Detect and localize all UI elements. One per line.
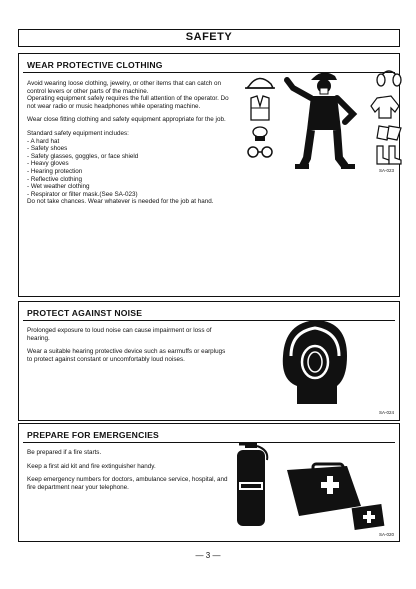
hearing-protection-illustration: [277, 316, 349, 406]
vest-icon: [251, 96, 269, 120]
respirator-icon: [253, 127, 267, 141]
paragraph: Standard safety equipment includes:: [27, 129, 129, 137]
list-item: - A hard hat: [27, 137, 60, 145]
hard-hat-icon: [245, 78, 275, 88]
paragraph: Wear close fitting clothing and safety equipment appropriate for the job.: [27, 116, 226, 124]
paragraph: Operating equipment safely requires the full attention of the operator. Do not wear radio or music headphones while operating machine.: [27, 95, 229, 110]
page-title: SAFETY: [18, 29, 400, 47]
paragraph: Wear a suitable hearing protective device such as earmuffs or earplugs to protect against constant or uncomfortably loud noises.: [27, 348, 226, 363]
paragraph: Keep a first aid kit and fire extinguisher handy.: [27, 462, 156, 470]
figure-code: SA-020: [378, 532, 394, 537]
section-emergencies: [18, 423, 400, 542]
page-number: — 3 —: [195, 551, 221, 560]
paragraph: Prolonged exposure to loud noise can cause impairment or loss of hearing.: [27, 327, 212, 342]
figure-code: SA-023: [378, 168, 394, 173]
fire-extinguisher-icon: [237, 442, 267, 526]
gloves-icon: [377, 126, 401, 140]
rain-jacket-icon: [371, 96, 399, 118]
section-protective-clothing: [18, 53, 400, 297]
safety-boots-icon: [377, 146, 401, 164]
paragraph: Keep emergency numbers for doctors, ambulance service, hospital, and fire department near your telephone.: [27, 476, 228, 491]
section-title: WEAR PROTECTIVE CLOTHING: [27, 60, 163, 70]
paragraph: Do not take chances. Wear whatever is needed for the job at hand.: [27, 198, 214, 206]
section-title: PROTECT AGAINST NOISE: [27, 308, 143, 318]
emergency-equipment-illustration: [227, 436, 387, 531]
list-item: - Hearing protection: [27, 167, 83, 175]
earmuffs-icon: [377, 71, 401, 86]
list-item: - Respirator or filter mask.(See SA-023): [27, 190, 138, 198]
first-aid-kit-large-icon: [287, 464, 361, 516]
section-body: [27, 449, 232, 497]
section-title: PREPARE FOR EMERGENCIES: [27, 430, 159, 440]
list-item: - Safety glasses, goggles, or face shield: [27, 152, 139, 160]
section-noise: [18, 301, 400, 421]
figure-code: SA-024: [378, 410, 394, 415]
head-with-earmuffs-icon: [283, 320, 347, 404]
goggles-icon: [248, 147, 272, 157]
section-body: [27, 80, 232, 212]
protective-clothing-illustration: [241, 66, 401, 176]
list-item: - Heavy gloves: [27, 160, 69, 168]
paragraph: Avoid wearing loose clothing, jewelry, or other items that can catch on control levers or other parts of the machine.: [27, 80, 222, 95]
list-item: - Safety shoes: [27, 145, 68, 153]
list-item: - Reflective clothing: [27, 175, 82, 183]
first-aid-kit-small-icon: [352, 504, 385, 530]
worker-figure-icon: [287, 72, 355, 169]
section-body: [27, 327, 232, 369]
list-item: - Wet weather clothing: [27, 183, 90, 191]
paragraph: Be prepared if a fire starts.: [27, 449, 102, 456]
